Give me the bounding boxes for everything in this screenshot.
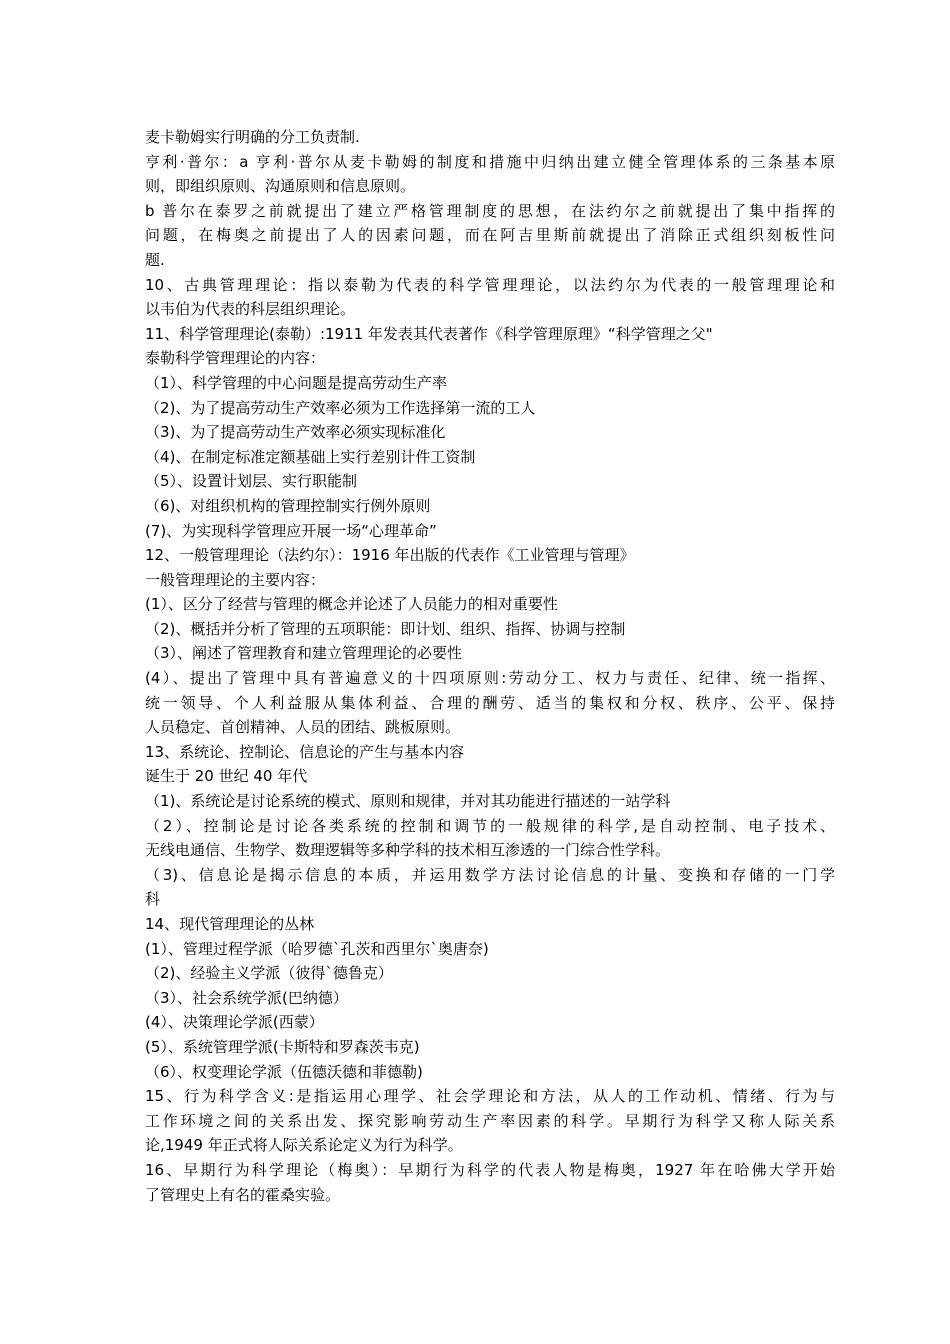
- text-line: 16、早期行为科学理论（梅奥）：早期行为科学的代表人物是梅奥，1927 年在哈佛大学开始: [145, 1160, 835, 1179]
- text-line: （6）、权变理论学派（伍德沃德和菲德勒): [145, 1062, 423, 1081]
- text-line: 以韦伯为代表的科层组织理论。: [145, 300, 356, 319]
- text-line: 15、行为科学含义:是指运用心理学、社会学理论和方法，从人的工作动机、情绪、行为与: [145, 1087, 835, 1106]
- text-line: (1）、管理过程学派（哈罗德`孔茨和西里尔`奥唐奈): [145, 939, 489, 958]
- text-line: (5）、系统管理学派(卡斯特和罗森茨韦克): [145, 1037, 420, 1056]
- text-line: （4)、在制定标准定额基础上实行差别计件工资制: [145, 447, 476, 466]
- text-line: 统一领导、个人利益服从集体利益、合理的酬劳、适当的集权和分权、秩序、公平、保持: [145, 693, 835, 712]
- text-line: （1）、科学管理的中心问题是提高劳动生产率: [145, 373, 448, 392]
- text-line: （2)、经验主义学派（彼得`德鲁克）: [145, 964, 393, 983]
- text-line: （3)、为了提高劳动生产效率必须实现标准化: [145, 423, 446, 442]
- text-line: 10、古典管理理论：指以泰勒为代表的科学管理理论，以法约尔为代表的一般管理理论和: [145, 275, 835, 294]
- text-line: 麦卡勒姆实行明确的分工负责制.: [145, 128, 360, 146]
- text-line: 11、科学管理理论(泰勒）:1911 年发表其代表著作《科学管理原理》“科学管理之父": [145, 324, 713, 343]
- text-line: b 普尔在泰罗之前就提出了建立严格管理制度的思想，在法约尔之前就提出了集中指挥的: [145, 201, 835, 220]
- text-line: 论,1949 年正式将人际关系论定义为行为科学。: [145, 1136, 463, 1155]
- text-line: （3)、信息论是揭示信息的本质，并运用数学方法讨论信息的计量、变换和存储的一门学: [145, 865, 835, 884]
- text-line: 亨利·普尔：a 亨利·普尔从麦卡勒姆的制度和措施中归纳出建立健全管理体系的三条基本原: [145, 152, 835, 171]
- text-line: 一般管理理论的主要内容：: [145, 570, 326, 589]
- text-line: (1）、区分了经营与管理的概念并论述了人员能力的相对重要性: [145, 595, 558, 614]
- text-line: 诞生于 20 世纪 40 年代: [145, 767, 308, 786]
- text-line: （5）、设置计划层、实行职能制: [145, 472, 358, 491]
- text-line: （3）、阐述了管理教育和建立管理理论的必要性: [145, 644, 463, 663]
- text-line: （6)、对组织机构的管理控制实行例外原则: [145, 496, 431, 515]
- text-line: 无线电通信、生物学、数理逻辑等多种学科的技术相互渗透的一门综合性学科。: [145, 841, 671, 860]
- text-line: (7)、为实现科学管理应开展一场“心理革命”: [145, 521, 437, 540]
- text-line: 泰勒科学管理理论的内容：: [145, 349, 326, 368]
- text-line: 14、现代管理理论的丛林: [145, 915, 315, 933]
- document-page: [145, 125, 835, 1207]
- text-line: 科: [145, 890, 161, 909]
- text-line: 13、系统论、控制论、信息论的产生与基本内容: [145, 742, 465, 761]
- text-line: （2)、概括并分析了管理的五项职能：即计划、组织、指挥、协调与控制: [145, 619, 626, 638]
- text-line: 人员稳定、首创精神、人员的团结、跳板原则。: [145, 718, 461, 737]
- text-line: 则，即组织原则、沟通原则和信息原则。: [145, 177, 416, 196]
- text-line: （2）、控制论是讨论各类系统的控制和调节的一般规律的科学,是自动控制、电子技术、: [145, 816, 835, 835]
- text-line: 12、一般管理理论（法约尔）：1916 年出版的代表作《工业管理与管理》: [145, 546, 635, 565]
- text-line: 工作环境之间的关系出发、探究影响劳动生产率因素的科学。早期行为科学又称人际关系: [145, 1111, 835, 1130]
- text-line: (4）、提出了管理中具有普遍意义的十四项原则:劳动分工、权力与责任、纪律、统一指挥、: [145, 669, 835, 688]
- text-line: （2)、为了提高劳动生产效率必须为工作选择第一流的工人: [145, 398, 536, 417]
- text-line: 问题，在梅奥之前提出了人的因素问题，而在阿吉里斯前就提出了消除正式组织刻板性问: [145, 226, 835, 245]
- text-line: 题.: [145, 250, 165, 269]
- text-line: (4）、决策理论学派(西蒙）: [145, 1013, 324, 1032]
- text-line: 了管理史上有名的霍桑实验。: [145, 1185, 341, 1204]
- text-line: （3）、社会系统学派(巴纳德）: [145, 988, 348, 1007]
- text-line: （1)、系统论是讨论系统的模式、原则和规律，并对其功能进行描述的一站学科: [145, 792, 671, 811]
